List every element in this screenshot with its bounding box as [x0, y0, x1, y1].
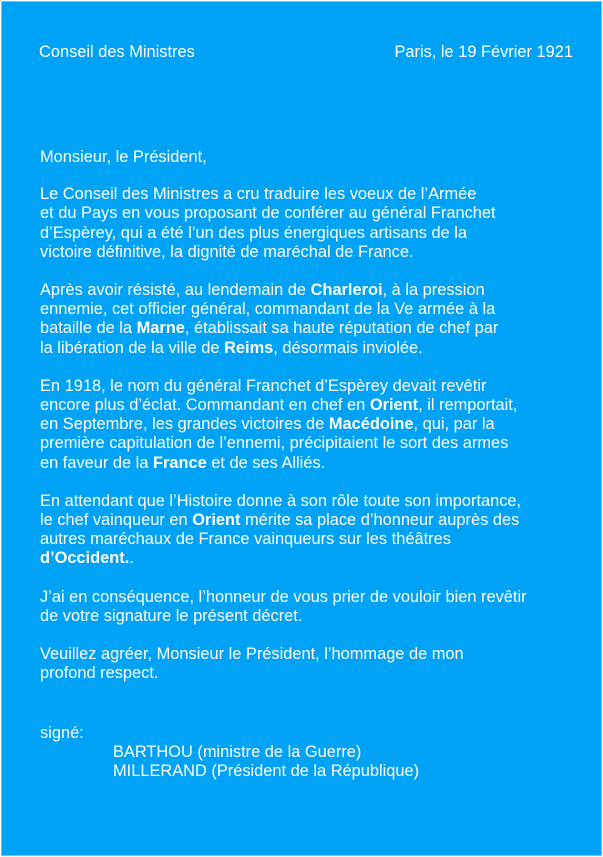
text-segment: . — [129, 549, 134, 568]
text-segment: bataille de la — [40, 319, 137, 338]
signatory-barthou: BARTHOU (ministre de la Guerre) — [113, 743, 362, 761]
text-segment: et de ses Alliés. — [206, 453, 326, 472]
text-segment: , désormais inviolée. — [273, 338, 423, 357]
place-name-reims: Reims — [224, 338, 274, 357]
text-line: En 1918, le nom du général Franchet d’Espèrey devait revêtir — [40, 376, 487, 395]
letter-body — [40, 148, 588, 702]
text-segment: encore plus d’éclat. Commandant en chef en — [40, 396, 370, 415]
paragraph-4 — [40, 492, 588, 569]
text-line: J’ai en conséquence, l’honneur de vous prier de vouloir bien revêtir — [40, 587, 527, 606]
signatory-millerand: MILLERAND (Président de la République) — [113, 762, 420, 780]
paragraph-1 — [40, 185, 588, 262]
text-segment: la libération de la ville de — [40, 338, 225, 357]
text-segment: , il remportait, — [418, 396, 518, 415]
place-name-macedoine: Macédoine — [328, 415, 414, 434]
text-line — [40, 339, 588, 358]
text-line — [40, 511, 588, 530]
text-line: profond respect. — [40, 664, 159, 683]
text-line: autres maréchaux de France vainqueurs sur les théâtres — [40, 530, 451, 549]
place-name-charleroi: Charleroi — [310, 281, 383, 300]
place-name-orient: Orient — [192, 511, 241, 530]
text-line: En attendant que l’Histoire donne à son rôle toute son importance, — [40, 491, 522, 510]
text-line: d’Espèrey, qui a été l’un des plus énergiques artisans de la — [40, 223, 468, 242]
text-line — [40, 281, 588, 300]
text-line: Le Conseil des Ministres a cru traduire les voeux de l’Armée — [40, 185, 477, 204]
paragraph-5 — [40, 588, 588, 626]
text-segment: le chef vainqueur en — [40, 511, 193, 530]
paragraph-2 — [40, 281, 588, 358]
text-line — [40, 396, 588, 415]
place-name-occident: d’Occident. — [40, 549, 130, 568]
text-line: de votre signature le présent décret. — [40, 606, 303, 625]
text-line: et du Pays en vous proposant de conférer au général Franchet — [40, 204, 496, 223]
text-line — [40, 549, 588, 568]
text-line — [40, 319, 588, 338]
letter-page — [1, 1, 602, 856]
text-line — [40, 454, 588, 473]
text-segment: , établissait sa haute réputation de chef par — [184, 319, 499, 338]
sender-heading: Conseil des Ministres — [39, 43, 195, 61]
place-name-marne: Marne — [136, 319, 185, 338]
text-line: victoire définitive, la dignité de maréchal de France. — [40, 242, 414, 261]
paragraph-3 — [40, 377, 588, 473]
place-name-france: France — [153, 453, 207, 472]
text-segment: en Septembre, les grandes victoires de — [40, 415, 329, 434]
text-segment: , à la pression — [382, 281, 485, 300]
place-date: Paris, le 19 Février 1921 — [394, 43, 573, 61]
text-segment: Après avoir résisté, au lendemain de — [40, 281, 311, 300]
signed-label: signé: — [40, 724, 84, 742]
text-segment: , qui, par la — [413, 415, 495, 434]
greeting: Monsieur, le Président, — [40, 148, 207, 166]
place-name-orient: Orient — [369, 396, 419, 415]
text-line — [40, 415, 588, 434]
text-segment: en faveur de la — [40, 453, 153, 472]
text-line: Veuillez agréer, Monsieur le Président, l’hommage de mon — [40, 645, 464, 664]
text-line: première capitulation de l’ennemi, précipitaient le sort des armes — [40, 434, 509, 453]
text-segment: mérite sa place d’honneur auprès des — [240, 511, 520, 530]
text-line: ennemie, cet officier général, commandant de la Ve armée à la — [40, 300, 496, 319]
paragraph-6 — [40, 645, 588, 683]
